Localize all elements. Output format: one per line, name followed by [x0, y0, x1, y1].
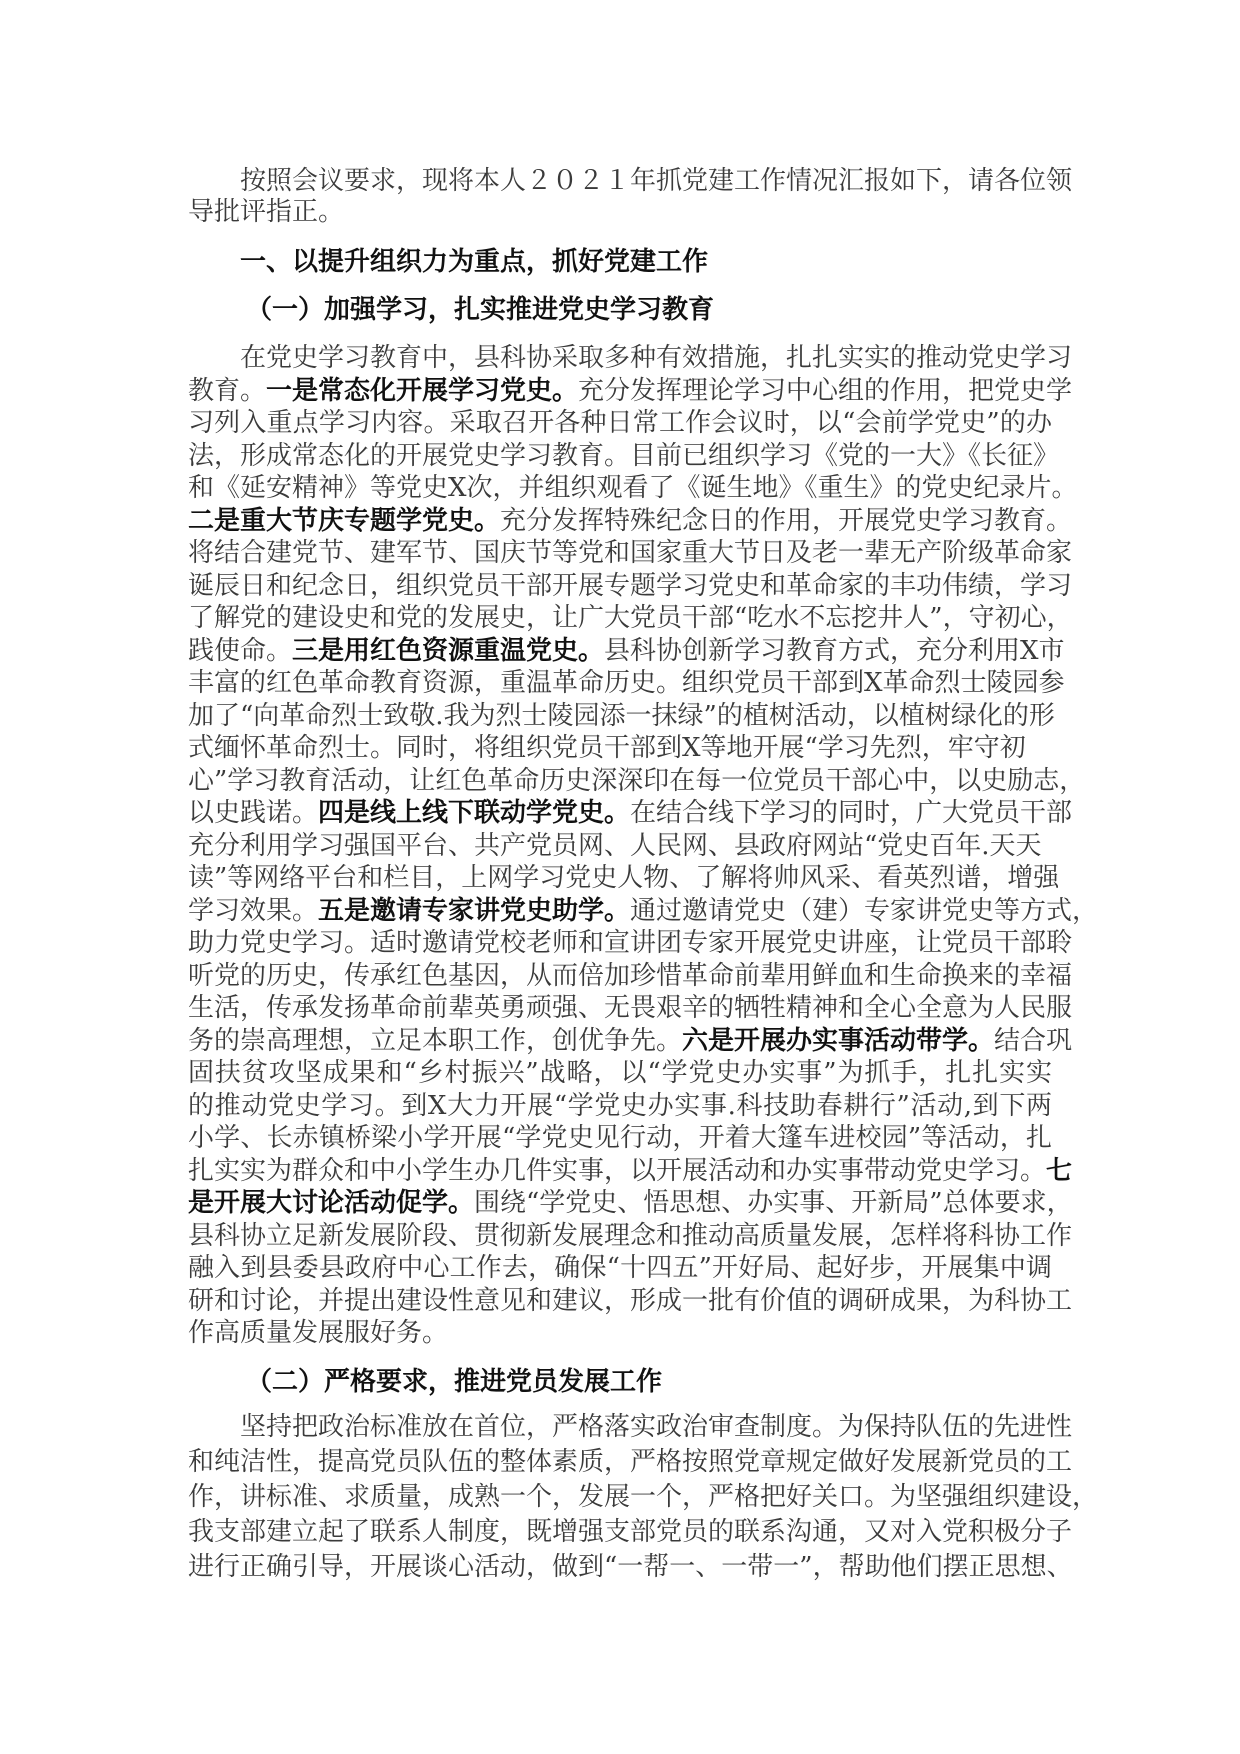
- text-line: [188, 166, 1073, 197]
- bold-lead-phrase: 四是线上线下联动学党史。: [318, 798, 631, 828]
- subsection-1-paragraph: [188, 342, 1099, 1350]
- bold-lead-phrase: 六是开展办实事活动带学。: [682, 1025, 995, 1056]
- text-line: [188, 1187, 1073, 1220]
- text-run: 助力党史学习。适时邀请党校老师和宣讲团专家开展党史讲座，让党员干部聆: [188, 928, 1073, 958]
- text-line: [188, 667, 1065, 700]
- text-run: 研和讨论，并提出建设性意见和建议，形成一批有价值的调研成果，为科协工: [188, 1285, 1073, 1316]
- text-run: 围绕“学党史、悟思想、办实事、开新局”总体要求，: [474, 1188, 1073, 1218]
- text-line: [188, 635, 1065, 668]
- text-line: [188, 797, 1073, 830]
- bold-lead-phrase: 二是重大节庆专题学党史。: [188, 505, 501, 536]
- text-run: 我支部建立起了联系人制度，既增强支部党员的联系沟通，又对入党积极分子: [188, 1517, 1073, 1547]
- text-line: [188, 862, 1060, 895]
- text-run: 进行正确引导，开展谈心活动，做到“一帮一、一带一”，帮助他们摆正思想、: [188, 1552, 1073, 1582]
- text-run: 融入到县委县政府中心工作去，确保“十四五”开好局、起好步，开展集中调: [188, 1253, 1052, 1283]
- bold-lead-phrase: 是开展大讨论活动促学。: [188, 1188, 475, 1218]
- text-line: [188, 342, 1073, 375]
- text-line: [188, 1317, 1052, 1350]
- text-line: [188, 407, 1052, 440]
- text-run: 读”等网络平台和栏目，上网学习党史人物、了解将帅风采、看英烈谱，增强: [188, 863, 1060, 893]
- text-line: [188, 732, 1052, 765]
- text-run: 扎实实为群众和中小学生办几件实事，以开展活动和办实事带动党史学习。: [188, 1155, 1047, 1186]
- text-line: [188, 1285, 1073, 1318]
- text-line: [188, 570, 1073, 603]
- text-run: 丰富的红色革命教育资源，重温革命历史。组织党员干部到X革命烈士陵园参: [188, 668, 1065, 698]
- bold-lead-phrase: 三是用红色资源重温党史。: [292, 635, 605, 666]
- text-line: [188, 1410, 1073, 1445]
- text-line: [188, 1480, 1099, 1515]
- text-run: 充分发挥特殊纪念日的作用，开展党史学习教育。: [500, 505, 1073, 536]
- text-run: 县科协创新学习教育方式，充分利用X市: [604, 635, 1065, 666]
- text-run: 和《延安精神》等党史X次，并组织观看了《诞生地》《重生》的党史纪录片。: [188, 473, 1078, 503]
- section-heading: 一、以提升组织力为重点，抓好党建工作: [240, 247, 709, 277]
- text-line: [188, 895, 1099, 928]
- text-line: [188, 1252, 1052, 1285]
- text-run: 教育。: [188, 375, 267, 406]
- text-run: 县科协立足新发展阶段、贯彻新发展理念和推动高质量发展，怎样将科协工作: [188, 1220, 1073, 1251]
- text-line: [188, 765, 1086, 798]
- text-line: [188, 830, 1052, 863]
- text-line: [188, 960, 1073, 993]
- text-run: 结合巩: [994, 1025, 1073, 1056]
- text-run: 务的崇高理想，立足本职工作，创优争先。: [188, 1025, 683, 1056]
- subsection-heading-1: （一）加强学习，扎实推进党史学习教育: [246, 295, 715, 325]
- text-line: [188, 505, 1073, 538]
- text-line: [188, 1220, 1073, 1253]
- text-run: 生活，传承发扬革命前辈英勇顽强、无畏艰辛的牺牲精神和全心全意为人民服: [188, 993, 1073, 1023]
- text-run: 法，形成常态化的开展党史学习教育。目前已组织学习《党的一大》《长征》: [188, 440, 1060, 471]
- bold-lead-phrase: 七: [1046, 1155, 1073, 1186]
- text-line: [188, 537, 1073, 570]
- text-run: 小学、长赤镇桥梁小学开展“学党史见行动，开着大篷车进校园”等活动，扎: [188, 1123, 1052, 1153]
- text-run: 心”学习教育活动，让红色革命历史深深印在每一位党员干部心中，以史励志，: [188, 765, 1086, 796]
- text-run: 践使命。: [188, 635, 293, 666]
- intro-paragraph: [188, 166, 1073, 228]
- bold-lead-phrase: 一是常态化开展学习党史。: [266, 375, 579, 406]
- text-line: [188, 1090, 1052, 1123]
- text-run: 充分发挥理论学习中心组的作用，把党史学: [578, 375, 1073, 406]
- text-run: 将结合建党节、建军节、国庆节等党和国家重大节日及老一辈无产阶级革命家: [188, 538, 1073, 568]
- text-line: [188, 1025, 1073, 1058]
- text-line: [188, 1122, 1052, 1155]
- text-run: 在党史学习教育中，县科协采取多种有效措施，扎扎实实的推动党史学习: [240, 343, 1073, 373]
- text-line: [188, 1445, 1073, 1480]
- text-run: 的推动党史学习。到X大力开展“学党史办实事.科技助春耕行”活动,到下两: [188, 1090, 1052, 1121]
- text-line: [188, 927, 1073, 960]
- text-run: 以史践诺。: [188, 798, 319, 828]
- text-run: 习列入重点学习内容。采取召开各种日常工作会议时，以“会前学党史”的办: [188, 408, 1052, 438]
- text-run: 作高质量发展服好务。: [188, 1318, 449, 1348]
- text-line: [188, 197, 1052, 228]
- text-run: 在结合线下学习的同时，广大党员干部: [630, 798, 1073, 828]
- text-run: 作，讲标准、求质量，成熟一个，发展一个，严格把好关口。为坚强组织建设，: [188, 1482, 1099, 1512]
- bold-lead-phrase: 五是邀请专家讲党史助学。: [318, 895, 631, 926]
- text-line: [188, 1155, 1073, 1188]
- text-run: 固扶贫攻坚成果和“乡村振兴”战略，以“学党史办实事”为抓手，扎扎实实: [188, 1058, 1052, 1088]
- text-run: 加了“向革命烈士致敬.我为烈士陵园添一抹绿”的植树活动，以植树绿化的形: [188, 700, 1055, 731]
- text-line: [188, 602, 1073, 635]
- subsection-heading-2: （二）严格要求，推进党员发展工作: [246, 1367, 663, 1397]
- text-run: 了解党的建设史和党的发展史，让广大党员干部“吃水不忘挖井人”，守初心，: [188, 603, 1073, 633]
- text-line: [188, 375, 1073, 408]
- text-run: 坚持把政治标准放在首位，严格落实政治审查制度。为保持队伍的先进性: [240, 1412, 1073, 1442]
- subsection-2-paragraph: [188, 1410, 1099, 1585]
- text-line: [188, 472, 1078, 505]
- text-run: 学习效果。: [188, 895, 319, 926]
- text-line: [188, 1550, 1073, 1585]
- text-run: 诞辰日和纪念日，组织党员干部开展专题学习党史和革命家的丰功伟绩，学习: [188, 570, 1073, 601]
- text-run: 和纯洁性，提高党员队伍的整体素质，严格按照党章规定做好发展新党员的工: [188, 1447, 1073, 1477]
- text-line: [188, 1515, 1073, 1550]
- text-line: [188, 1057, 1052, 1090]
- text-run: 按照会议要求，现将本人２０２１年抓党建工作情况汇报如下，请各位领: [240, 166, 1073, 196]
- text-run: 导批评指正。: [188, 197, 345, 227]
- text-run: 听党的历史，传承红色基因，从而倍加珍惜革命前辈用鲜血和生命换来的幸福: [188, 960, 1073, 991]
- text-run: 式缅怀革命烈士。同时，将组织党员干部到X等地开展“学习先烈，牢守初: [188, 733, 1026, 763]
- text-line: [188, 992, 1073, 1025]
- text-line: [188, 440, 1060, 473]
- text-line: [188, 700, 1055, 733]
- text-run: 通过邀请党史（建）专家讲党史等方式，: [630, 895, 1099, 926]
- text-run: 充分利用学习强国平台、共产党员网、人民网、县政府网站“党史百年.天天: [188, 830, 1042, 861]
